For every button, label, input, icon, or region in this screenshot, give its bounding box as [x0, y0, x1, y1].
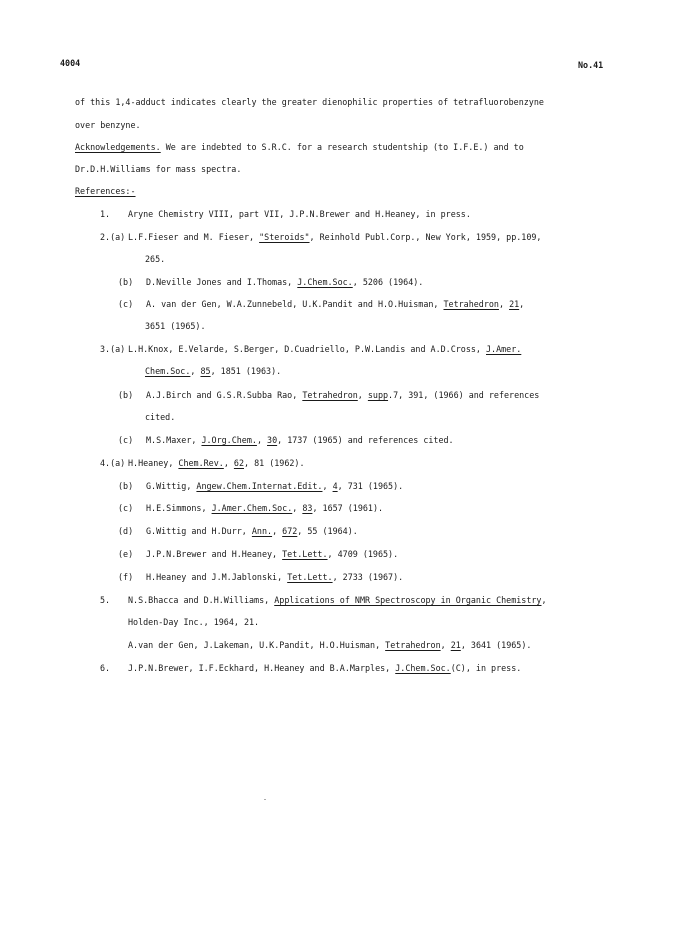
reference-5-extra — [128, 640, 531, 651]
reference-text: , — [440, 640, 451, 650]
reference-2a — [100, 232, 541, 243]
reference-text: , 1737 (1965) and references cited. — [277, 435, 454, 445]
reference-4f — [118, 572, 403, 583]
reference-volume: 83 — [302, 503, 313, 513]
reference-text: , — [272, 526, 283, 536]
reference-4c — [118, 503, 383, 514]
reference-volume: 672 — [282, 526, 298, 536]
reference-4a — [100, 458, 305, 469]
reference-volume: 21 — [450, 640, 461, 650]
reference-number: (d) — [118, 526, 134, 536]
references-heading: References:- — [75, 186, 136, 196]
reference-journal: Angew.Chem.Internat.Edit. — [196, 481, 323, 491]
reference-journal: Tetrahedron — [385, 640, 441, 650]
page-speck — [264, 799, 266, 800]
reference-5-continuation: Holden-Day Inc., 1964, 21. — [128, 617, 260, 627]
reference-volume: 21 — [509, 299, 520, 309]
reference-number: 6. — [100, 663, 111, 673]
reference-text: G.Wittig and H.Durr, — [146, 526, 252, 536]
reference-text: , — [519, 299, 525, 309]
reference-3a-continuation — [145, 366, 281, 377]
reference-text: Aryne Chemistry VIII, part VII, J.P.N.Brewer and H.Heaney, in press. — [128, 209, 471, 219]
reference-text: , — [541, 595, 547, 605]
issue-number: No.41 — [578, 60, 604, 70]
reference-text: H.E.Simmons, — [146, 503, 212, 513]
reference-text: (C), in press. — [450, 663, 522, 673]
reference-journal: J.Amer. — [486, 344, 522, 354]
reference-3c — [118, 435, 454, 446]
reference-text: .7, 391, (1966) and references — [388, 390, 540, 400]
reference-2b — [118, 277, 423, 288]
intro-line-2: over benzyne. — [75, 120, 141, 130]
reference-text: G.Wittig, — [146, 481, 197, 491]
reference-journal: J.Amer.Chem.Soc. — [211, 503, 293, 513]
reference-journal: Tetrahedron — [302, 390, 358, 400]
reference-number: (b) — [118, 481, 134, 491]
reference-number: 4.(a) — [100, 458, 126, 468]
reference-3b — [118, 390, 539, 401]
reference-number: (c) — [118, 299, 134, 309]
reference-journal: J.Org.Chem. — [201, 435, 257, 445]
acknowledgements-text: We are indebted to S.R.C. for a research studentship (to I.F.E.) and to — [160, 142, 524, 152]
reference-journal: J.Chem.Soc. — [297, 277, 353, 287]
reference-text: D.Neville Jones and I.Thomas, — [146, 277, 298, 287]
reference-volume: 30 — [267, 435, 278, 445]
reference-journal: Ann. — [251, 526, 273, 536]
reference-text: , 1657 (1961). — [312, 503, 384, 513]
reference-4b — [118, 481, 403, 492]
reference-text: , 2733 (1967). — [332, 572, 404, 582]
reference-text: , 4709 (1965). — [327, 549, 399, 559]
reference-text: A. van der Gen, W.A.Zunnebeld, U.K.Pandit and H.O.Huisman, — [146, 299, 444, 309]
reference-4e — [118, 549, 398, 560]
reference-text: , — [357, 390, 368, 400]
reference-6 — [100, 663, 521, 674]
acknowledgements-line-2: Dr.D.H.Williams for mass spectra. — [75, 164, 242, 174]
reference-text: J.P.N.Brewer, I.F.Eckhard, H.Heaney and B.A.Marples, — [128, 663, 396, 673]
reference-text: L.F.Fieser and M. Fieser, — [128, 232, 260, 242]
reference-text: J.P.N.Brewer and H.Heaney, — [146, 549, 283, 559]
reference-text: , 5206 (1964). — [352, 277, 424, 287]
reference-number: (c) — [118, 503, 134, 513]
reference-text: , 1851 (1963). — [210, 366, 282, 376]
reference-number: (f) — [118, 572, 134, 582]
reference-text: M.S.Maxer, — [146, 435, 202, 445]
reference-journal: Tet.Lett. — [282, 549, 328, 559]
reference-number: (b) — [118, 277, 134, 287]
reference-3a — [100, 344, 521, 355]
intro-line-1: of this 1,4-adduct indicates clearly the greater dienophilic properties of tetrafluorobenzyne — [75, 97, 544, 107]
reference-text: , — [322, 481, 333, 491]
reference-2a-continuation: 265. — [145, 254, 166, 264]
reference-text: , 3641 (1965). — [460, 640, 532, 650]
reference-1 — [100, 209, 471, 220]
reference-journal: Chem.Soc. — [145, 366, 191, 376]
reference-text: , — [223, 458, 234, 468]
acknowledgements-heading: Acknowledgements. — [75, 142, 161, 152]
reference-2c-continuation: 3651 (1965). — [145, 321, 206, 331]
reference-text: , — [498, 299, 510, 309]
reference-number: (e) — [118, 549, 134, 559]
reference-text: , — [190, 366, 201, 376]
reference-journal: Tet.Lett. — [287, 572, 333, 582]
reference-number: 3.(a) — [100, 344, 126, 354]
reference-2c — [118, 299, 524, 310]
reference-text: , 55 (1964). — [297, 526, 358, 536]
reference-journal: Tetrahedron — [443, 299, 499, 309]
reference-supplement: supp — [367, 390, 389, 400]
reference-text: , 731 (1965). — [337, 481, 404, 491]
reference-text: L.H.Knox, E.Velarde, S.Berger, D.Cuadriello, P.W.Landis and A.D.Cross, — [128, 344, 486, 354]
reference-number: (c) — [118, 435, 134, 445]
reference-text: , — [256, 435, 268, 445]
reference-number: (b) — [118, 390, 134, 400]
page-number: 4004 — [60, 58, 81, 68]
reference-text: H.Heaney and J.M.Jablonski, — [146, 572, 288, 582]
reference-text: A.van der Gen, J.Lakeman, U.K.Pandit, H.O.Huisman, — [128, 640, 386, 650]
reference-journal: J.Chem.Soc. — [395, 663, 451, 673]
reference-text: H.Heaney, — [128, 458, 179, 468]
reference-title: "Steroids" — [259, 232, 310, 242]
reference-text: A.J.Birch and G.S.R.Subba Rao, — [146, 390, 303, 400]
reference-volume: 62 — [233, 458, 244, 468]
reference-number: 2.(a) — [100, 232, 126, 242]
reference-text: N.S.Bhacca and D.H.Williams, — [128, 595, 275, 605]
reference-journal: Chem.Rev. — [178, 458, 224, 468]
reference-3b-continuation: cited. — [145, 412, 176, 422]
reference-volume: 4 — [332, 481, 338, 491]
acknowledgements-line-1 — [75, 142, 524, 153]
reference-number: 1. — [100, 209, 111, 219]
reference-text: , — [292, 503, 303, 513]
reference-text: , Reinhold Publ.Corp., New York, 1959, pp.109, — [309, 232, 542, 242]
reference-4d — [118, 526, 358, 537]
reference-5 — [100, 595, 547, 606]
reference-number: 5. — [100, 595, 111, 605]
reference-title: Applications of NMR Spectroscopy in Organic Chemistry — [274, 595, 542, 605]
reference-volume: 85 — [200, 366, 211, 376]
reference-text: , 81 (1962). — [244, 458, 305, 468]
